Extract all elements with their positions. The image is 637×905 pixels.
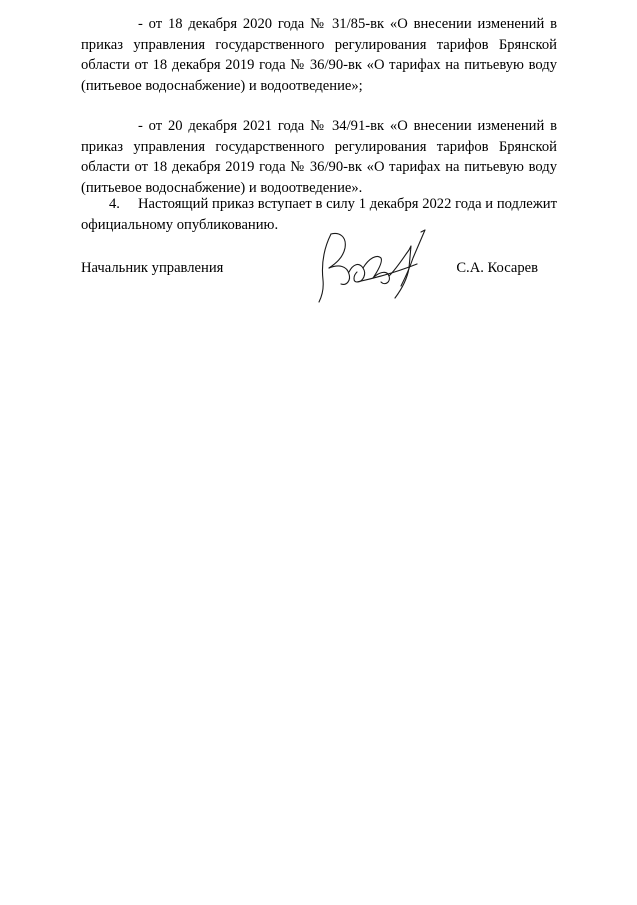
- clause-number: 4.: [109, 196, 120, 212]
- amendment-item-2: - от 20 декабря 2021 года № 34/91-вк «О внесении изменений в приказ управления государственного регулирования тарифов Брянской области от 18 декабря 2019 года № 36/90-вк «О тарифах на питьевую воду (питьевое водоснабжение) и водоотведение».: [81, 118, 557, 196]
- handwritten-signature: [317, 228, 437, 304]
- amendment-item-1: - от 18 декабря 2020 года № 31/85-вк «О внесении изменений в приказ управления государственного регулирования тарифов Брянской области от 18 декабря 2019 года № 36/90-вк «О тарифах на питьевую воду (питьевое водоснабжение) и водоотведение»;: [81, 16, 557, 94]
- signatory-position: Начальник управления: [81, 260, 224, 276]
- signatory-name: С.А. Косарев: [456, 260, 538, 276]
- clause-text: Настоящий приказ вступает в силу 1 декабря 2022 года и подлежит официальному опубликованию.: [81, 196, 557, 233]
- signature-block: [81, 258, 557, 308]
